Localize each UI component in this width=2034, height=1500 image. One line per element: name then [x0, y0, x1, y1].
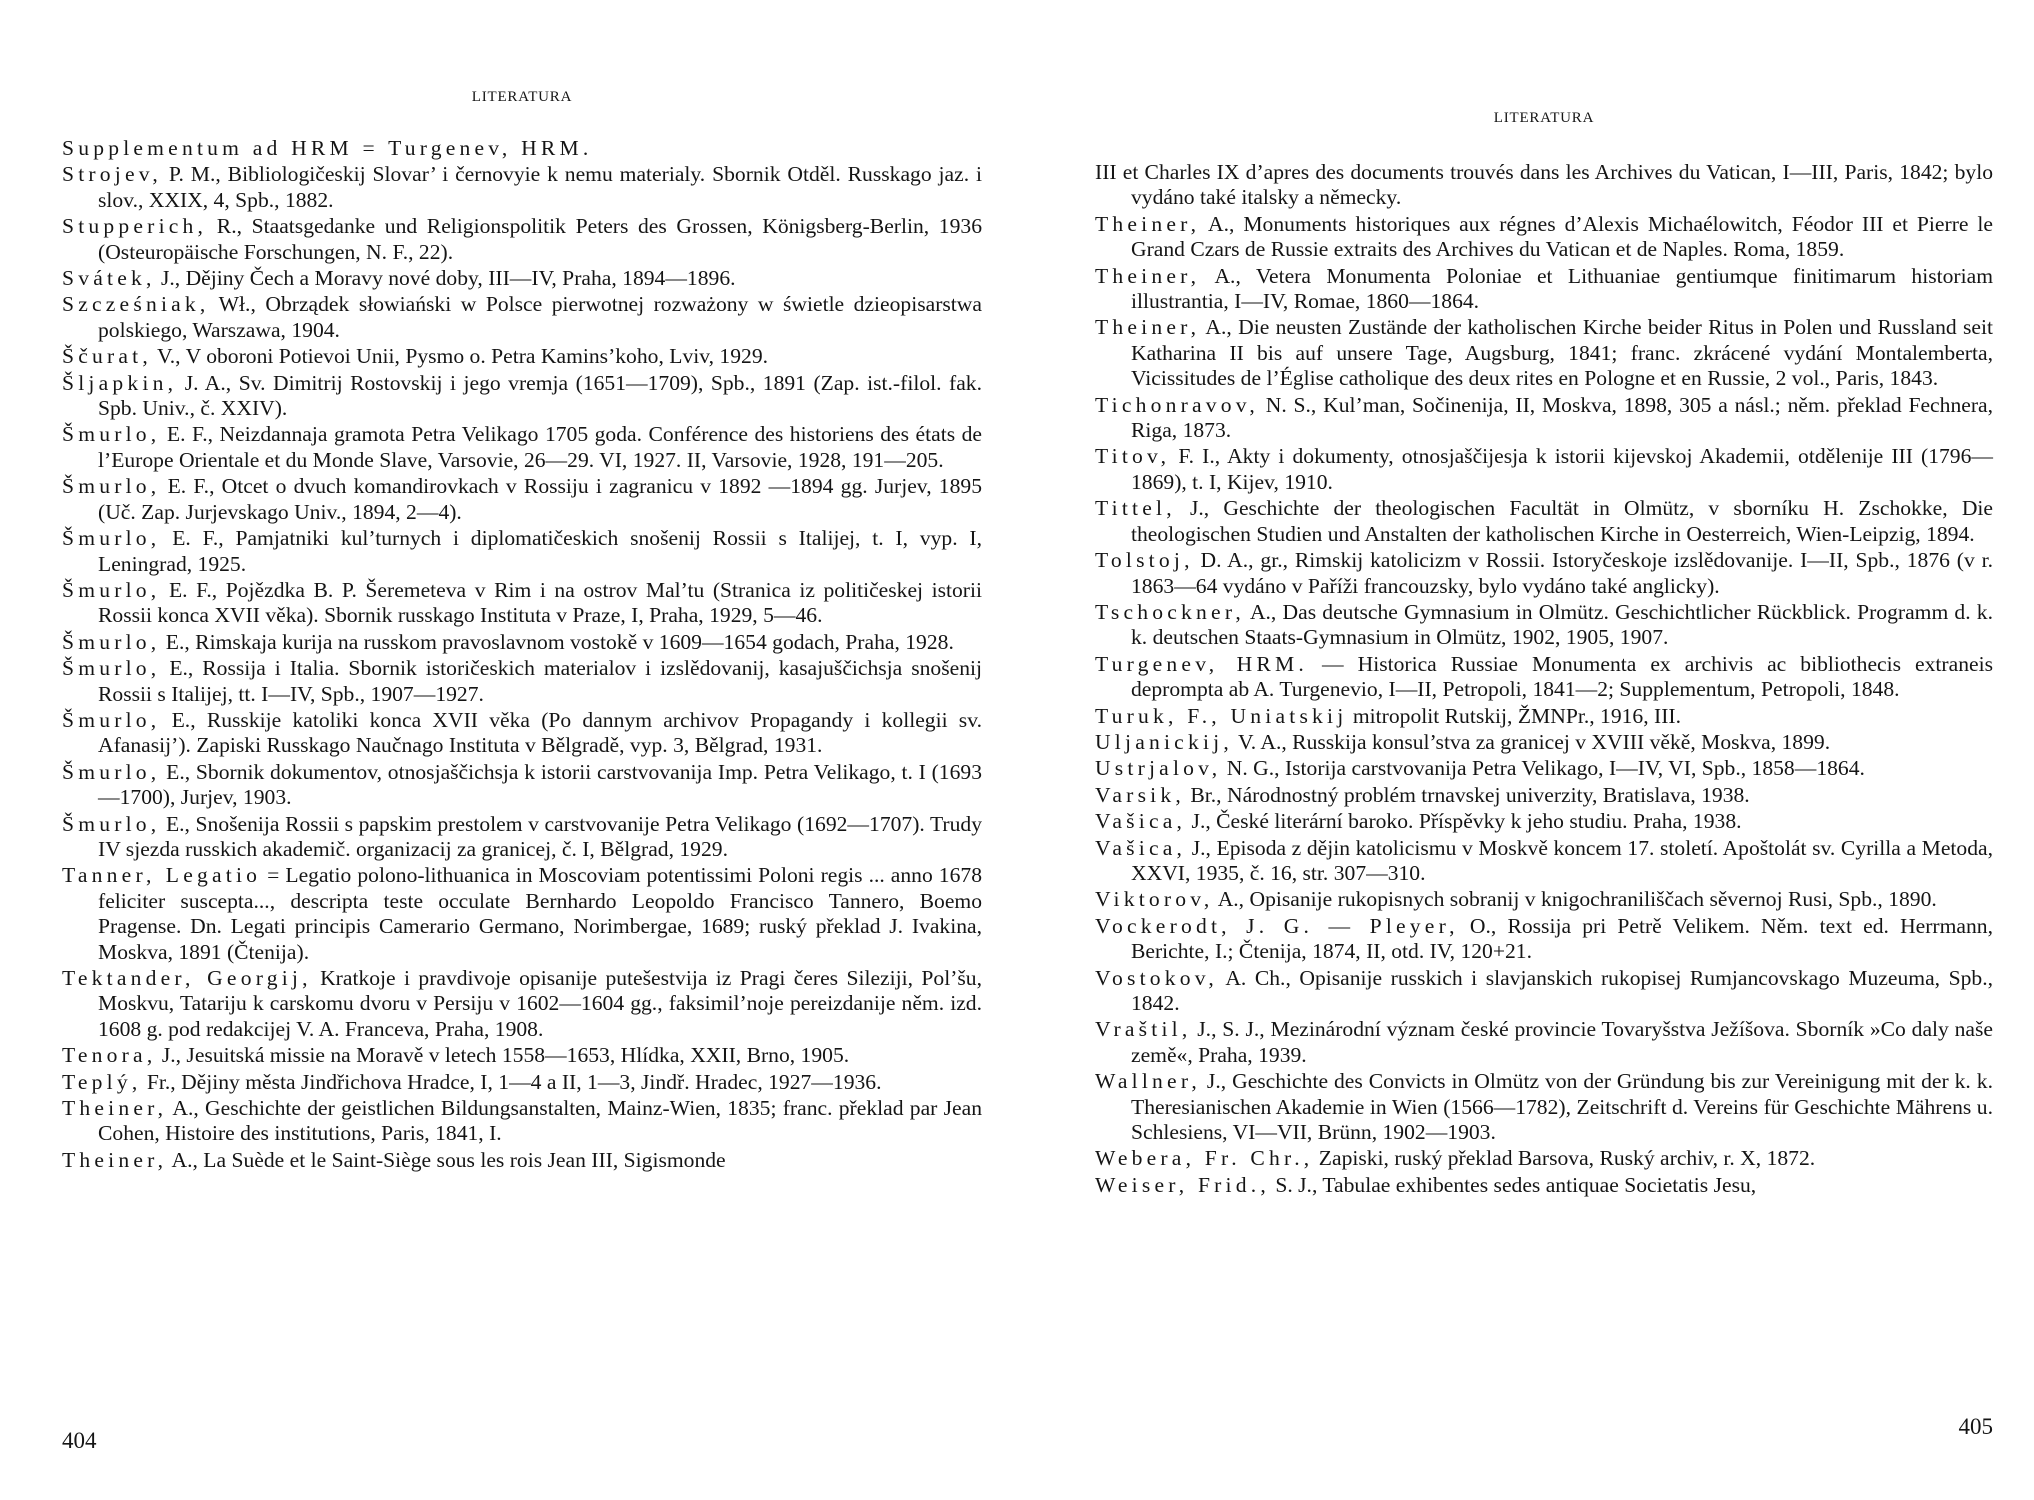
- entry-text: A., Das deutsche Gymnasium in Olmütz. Geschichtlicher Rückblick. Programm d. k. k. deutschen Staats-Gymnasium in Olmütz, 1902, 1905, 1907.: [1131, 599, 1993, 650]
- entry-author: Svátek,: [62, 266, 156, 291]
- entry-author: Tittel,: [1095, 496, 1176, 521]
- entry-text: E. F., Neizdannaja gramota Petra Velikago 1705 goda. Conférence des historiens des états de l’Europe Orientale et du Monde Slave, Varsovie, 26—29. VI, 1927. II, Varsovie, 1928, 191—205.: [98, 422, 982, 472]
- entry-text: N. G., Istorija carstvovanija Petra Velikago, I—IV, VI, Spb., 1858—1864.: [1221, 756, 1865, 781]
- bibliography-entry: [62, 214, 982, 265]
- bibliography-entry: [62, 863, 982, 965]
- entry-author: Theiner,: [1095, 263, 1201, 288]
- bibliography-entry: [62, 1096, 982, 1147]
- bibliography-entry: [62, 1070, 982, 1095]
- bibliography-entry: [62, 630, 982, 655]
- entry-text: E., Russkije katoliki konca XVII věka (Po dannym archivov Propagandy i kollegii sv. Afanasij’). Zapiski Russkago Naučnago Instituta v Bělgradě, vyp. 3, Bělgrad, 1931.: [98, 707, 982, 758]
- page-right: [1095, 0, 1993, 1500]
- bibliography-entry: [1095, 1017, 1993, 1068]
- entry-text: J. A., Sv. Dimitrij Rostovskij i jego vremja (1651—1709), Spb., 1891 (Zap. ist.-filol. fak. Spb. Univ., č. XXIV).: [98, 370, 982, 421]
- page-left: [62, 0, 982, 1500]
- running-header: LITERATURA: [1493, 110, 1595, 126]
- entry-author: Titov,: [1095, 444, 1171, 469]
- entry-text: — Historica Russiae Monumenta ex archivis ac bibliothecis extraneis deprompta ab A. Turgenevio, I—II, Petropoli, 1841—2; Supplementum, Petropoli, 1848.: [1131, 651, 1993, 702]
- entry-text: A., Vetera Monumenta Poloniae et Lithuaniae gentiumque finitimarum historiam illustrantia, I—IV, Romae, 1860—1864.: [1131, 263, 1993, 314]
- bibliography-entry: [1095, 600, 1993, 651]
- entry-text: A., Die neusten Zustände der katholischen Kirche beider Ritus in Polen und Russland seit Katharina II bis auf unsere Tage, Augsburg, 1841; franc. zkrácené vydání Montalemberta, Vicissitudes de l’Église catholique des deux rites en Pologne et en Russie, 2 vol., Paris, 1843.: [1131, 315, 1993, 391]
- bibliography-entry: [1095, 966, 1993, 1017]
- bibliography-entry: [1095, 212, 1993, 263]
- entry-text: J., S. J., Mezinárodní význam české provincie Tovaryšstva Ježíšova. Sborník »Co daly naše země«, Praha, 1939.: [1131, 1017, 1993, 1067]
- running-header: LITERATURA: [471, 89, 573, 105]
- entry-text: F. I., Akty i dokumenty, otnosjaščijesja k istorii kijevskoj Akademii, otdělenije III (1796—1869), t. I, Kijev, 1910.: [1131, 444, 1993, 494]
- entry-author: Tektander, Georgij,: [62, 966, 312, 990]
- entry-author: Vašica,: [1095, 809, 1187, 834]
- entry-author: Uljanickij,: [1095, 729, 1233, 754]
- bibliography-entry: [62, 578, 982, 629]
- bibliography-entry: [1095, 704, 1993, 729]
- entry-text: J., Episoda z dějin katolicismu v Moskvě koncem 17. století. Apoštolát sv. Cyrilla a Metoda, XXVI, 1935, č. 16, str. 307—310.: [1131, 835, 1993, 885]
- entry-text: V., V oboroni Potievoi Unii, Pysmo o. Petra Kamins’koho, Lviv, 1929.: [151, 344, 769, 369]
- entry-author: Theiner,: [1095, 211, 1201, 236]
- entry-author: Vockerodt, J. G. — Pleyer,: [1095, 913, 1459, 938]
- entry-author: Šmurlo,: [62, 811, 161, 836]
- entry-text: Fr., Dějiny města Jindřichova Hradce, I, 1—4 a II, 1—3, Jindř. Hradec, 1927—1936.: [141, 1069, 882, 1094]
- entry-author: Šmurlo,: [62, 526, 161, 551]
- entry-author: Turgenev, HRM.: [1095, 651, 1308, 676]
- entry-author: Wallner,: [1095, 1069, 1201, 1094]
- bibliography-entry: [1095, 730, 1993, 755]
- entry-author: Stupperich,: [62, 214, 208, 239]
- bibliography-entry: [62, 136, 982, 161]
- entry-author: Šmurlo,: [62, 422, 161, 447]
- entry-author: Varsik,: [1095, 782, 1185, 807]
- entry-author: Supplementum ad HRM = Turgenev, HRM.: [62, 136, 593, 160]
- bibliography-entry: [1095, 914, 1993, 965]
- bibliography-entry: [62, 1043, 982, 1068]
- bibliography-entry: [62, 760, 982, 811]
- entry-author: Tolstoj,: [1095, 548, 1194, 573]
- bibliography-entry: [1095, 1069, 1993, 1145]
- entry-author: Šmurlo,: [62, 474, 161, 499]
- entry-author: Šljapkin,: [62, 370, 178, 395]
- bibliography-entry: [1095, 887, 1993, 912]
- entry-author: Turuk, F., Uniatskij: [1095, 703, 1348, 728]
- page-number: 405: [1958, 1414, 1993, 1439]
- bibliography-entry: [62, 344, 982, 369]
- entry-text: A., Opisanije rukopisnych sobranij v knigochraniliščach sěvernoj Rusi, Spb., 1890.: [1213, 887, 1937, 912]
- entry-text: E., Rossija i Italia. Sbornik istoričeskich materialov i izslědovanij, kasajuščichsja snošenij Rossii s Italijej, tt. I—IV, Spb., 1907—1927.: [98, 656, 982, 706]
- entry-author: Šmurlo,: [62, 629, 161, 654]
- bibliography-entry: [62, 474, 982, 525]
- bibliography-entry-continued: [1095, 160, 1993, 211]
- bibliography-entry: [1095, 836, 1993, 887]
- entry-text: Kratkoje i pravdivoje opisanije putešestvija iz Pragi čeres Sileziji, Pol’šu, Moskvu, Tatariju k carskomu dvoru v Persiju v 1602—1604 gg., faksimil’noje pereizdanije něm. izd. 1608 g. pod redakcijej V. A. Franceva, Praha, 1908.: [98, 966, 982, 1041]
- entry-text: Wł., Obrządek słowiański w Polsce pierwotnej rozważony w świetle dzieopisarstwa polskiego, Warszawa, 1904.: [98, 292, 982, 342]
- page-number: 404: [62, 1428, 97, 1453]
- entry-text: R., Staatsgedanke und Religionspolitik Peters des Grossen, Königsberg-Berlin, 1936 (Osteuropäische Forschungen, N. F., 22).: [98, 214, 982, 264]
- entry-text: P. M., Bibliologičeskij Slovar’ i černovyie k nemu materialy. Sbornik Otděl. Russkago jaz. i slov., XXIX, 4, Spb., 1882.: [98, 162, 982, 212]
- entry-author: Ustrjalov,: [1095, 756, 1222, 781]
- bibliography-entry: [62, 708, 982, 759]
- entry-author: Teplý,: [62, 1069, 142, 1094]
- entry-text: S. J., Tabulae exhibentes sedes antiquae Societatis Jesu,: [1269, 1172, 1757, 1197]
- entry-author: Ščurat,: [62, 344, 152, 369]
- entry-text: E. F., Pojězdka B. P. Šeremeteva v Rim i na ostrov Mal’tu (Stranica iz političeskej istorii Rossii konca XVII věka). Sbornik russkago Instituta v Praze, I, Praha, 1929, 5—46.: [98, 577, 982, 628]
- entry-text: E., Sbornik dokumentov, otnosjaščichsja k istorii carstvovanija Imp. Petra Velikago, t. I (1693—1700), Jurjev, 1903.: [98, 759, 982, 810]
- bibliography-entry: [1095, 315, 1993, 391]
- bibliography-entry: [1095, 1173, 1993, 1198]
- entry-author: Šmurlo,: [62, 656, 161, 681]
- entry-author: Šmurlo,: [62, 577, 161, 602]
- entry-text: N. S., Kul’man, Sočinenija, II, Moskva, 1898, 305 a násl.; něm. překlad Fechnera, Riga, 1873.: [1131, 392, 1993, 443]
- entry-text: D. A., gr., Rimskij katolicizm v Rossii. Istoryčeskoje izslědovanije. I—II, Spb., 1876 (v r. 1863—64 vydáno v Paříži francouzsky, bylo vydáno také anglicky).: [1131, 548, 1993, 598]
- bibliography-entry: [62, 526, 982, 577]
- bibliography-entry: [62, 292, 982, 343]
- entry-text: E., Snošenija Rossii s papskim prestolem v carstvovanije Petra Velikago (1692—1707). Trudy IV sjezda russkich akademič. organizacij za granicej, č. I, Bělgrad, 1929.: [98, 811, 982, 861]
- bibliography-entry: [62, 162, 982, 213]
- entry-text: A., Geschichte der geistlichen Bildungsanstalten, Mainz-Wien, 1835; franc. překlad par Jean Cohen, Histoire des institutions, Paris, 1841, I.: [98, 1096, 982, 1146]
- bibliography-entry: [1095, 756, 1993, 781]
- entry-author: Tschockner,: [1095, 599, 1245, 624]
- bibliography-entry: [1095, 548, 1993, 599]
- entry-author: Theiner,: [62, 1147, 168, 1172]
- entry-author: Webera, Fr. Chr.,: [1095, 1146, 1314, 1171]
- entry-author: Tanner, Legatio: [62, 863, 262, 888]
- bibliography-entry: [62, 966, 982, 1042]
- entry-text: E. F., Pamjatniki kul’turnych i diplomatičeskich snošenij Rossii s Italijej, t. I, vyp. I, Leningrad, 1925.: [98, 526, 982, 576]
- entry-text: O., Rossija pri Petrě Velikem. Něm. text ed. Herrmann, Berichte, I.; Čtenija, 1874, II, otd. IV, 120+21.: [1131, 913, 1993, 964]
- entry-author: Viktorov,: [1095, 887, 1214, 912]
- bibliography-entry: [62, 812, 982, 863]
- entry-text: E., Rimskaja kurija na russkom pravoslavnom vostokě v 1609—1654 godach, Praha, 1928.: [160, 629, 954, 654]
- entry-text: E. F., Otcet o dvuch komandirovkach v Rossiju i zagranicu v 1892 —1894 gg. Jurjev, 1895 (Uč. Zap. Jurjevskago Univ., 1894, 2—4).: [98, 474, 982, 524]
- entry-author: Szcześniak,: [62, 292, 210, 317]
- entry-author: Theiner,: [1095, 315, 1201, 340]
- entry-author: Šmurlo,: [62, 707, 161, 732]
- entry-text: A. Ch., Opisanije russkich i slavjanskich rukopisej Rumjancovskago Muzeuma, Spb., 1842.: [1131, 965, 1993, 1015]
- bibliography-list: [62, 136, 982, 1174]
- bibliography-entry: [62, 422, 982, 473]
- entry-text: J., České literární baroko. Příspěvky k jeho studiu. Praha, 1938.: [1186, 809, 1742, 834]
- entry-author: Tenora,: [62, 1043, 157, 1068]
- bibliography-entry: [62, 371, 982, 422]
- bibliography-entry: [62, 656, 982, 707]
- entry-text: III et Charles IX d’apres des documents trouvés dans les Archives du Vatican, I—III, Paris, 1842; bylo vydáno také italsky a německy.: [1095, 160, 1993, 210]
- bibliography-entry: [1095, 783, 1993, 808]
- bibliography-entry: [1095, 264, 1993, 315]
- entry-text: Zapiski, ruský překlad Barsova, Ruský archiv, r. X, 1872.: [1313, 1146, 1816, 1171]
- bibliography-entry: [1095, 652, 1993, 703]
- bibliography-entry: [62, 1148, 982, 1173]
- entry-author: Strojev,: [62, 162, 162, 187]
- entry-text: A., La Suède et le Saint-Siège sous les rois Jean III, Sigismonde: [167, 1147, 726, 1172]
- entry-text: J., Dějiny Čech a Moravy nové doby, III—IV, Praha, 1894—1896.: [155, 266, 736, 291]
- entry-author: Vašica,: [1095, 835, 1187, 860]
- entry-author: Vraštil,: [1095, 1017, 1192, 1042]
- entry-text: = Legatio polono-lithuanica in Moscoviam potentissimi Poloni regis ... anno 1678 feliciter suscepta..., descripta teste occulate Bernhardo Leopoldo Francisco Tannero, Boemo Pragense. Dn. Legati principis Camerario Germano, Norimbergae, 1689; ruský překlad J. Ivakina, Moskva, 1891 (Čtenija).: [98, 863, 982, 964]
- entry-text: Br., Národnostný problém trnavskej univerzity, Bratislava, 1938.: [1184, 782, 1750, 807]
- entry-text: A., Monuments historiques aux régnes d’Alexis Michaélowitch, Féodor III et Pierre le Grand Czars de Russie extraits des Archives du Vatican et de Naples. Roma, 1859.: [1131, 211, 1993, 262]
- entry-text: J., Jesuitská missie na Moravě v letech 1558—1653, Hlídka, XXII, Brno, 1905.: [156, 1043, 850, 1068]
- bibliography-entry: [1095, 444, 1993, 495]
- bibliography-entry: [1095, 393, 1993, 444]
- bibliography-list: [1095, 160, 1993, 1199]
- bibliography-entry: [1095, 496, 1993, 547]
- bibliography-entry: [62, 266, 982, 291]
- entry-author: Theiner,: [62, 1096, 168, 1121]
- entry-text: V. A., Russkija konsul’stva za granicej v XVIII věkě, Moskva, 1899.: [1232, 729, 1831, 754]
- entry-author: Vostokov,: [1095, 965, 1218, 990]
- entry-author: Tichonravov,: [1095, 392, 1259, 417]
- entry-text: mitropolit Rutskij, ŽMNPr., 1916, III.: [1347, 703, 1681, 728]
- entry-author: Šmurlo,: [62, 759, 161, 784]
- bibliography-entry: [1095, 1146, 1993, 1171]
- entry-text: J., Geschichte des Convicts in Olmütz von der Gründung bis zur Vereinigung mit der k. k. Theresianischen Akademie in Wien (1566—1782), Zeitschrift d. Vereins für Geschichte Mährens u. Schlesiens, VI—VII, Brünn, 1902—1903.: [1131, 1069, 1993, 1145]
- bibliography-entry: [1095, 809, 1993, 834]
- entry-text: J., Geschichte der theologischen Facultät in Olmütz, v sborníku H. Zschokke, Die theologischen Studien und Anstalten der katholischen Kirche in Oesterreich, Wien-Leipzig, 1894.: [1131, 496, 1993, 546]
- entry-author: Weiser, Frid.,: [1095, 1172, 1270, 1197]
